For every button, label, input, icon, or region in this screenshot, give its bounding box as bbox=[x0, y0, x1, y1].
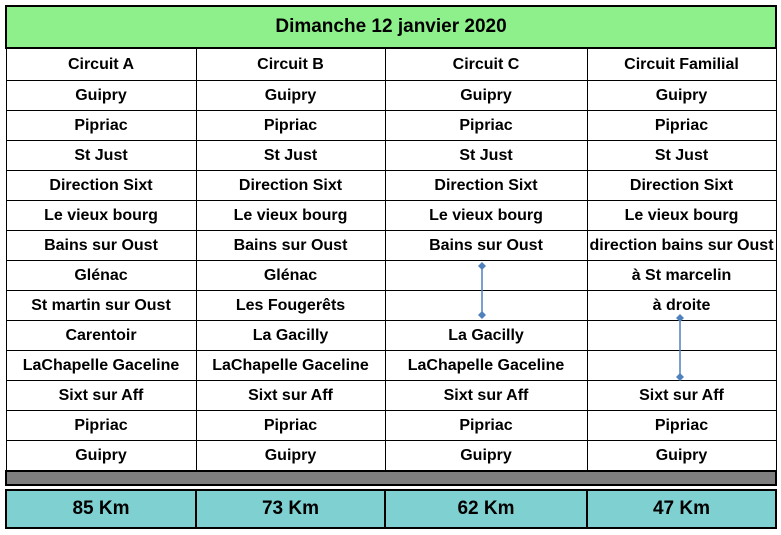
route-cell: Direction Sixt bbox=[587, 171, 776, 201]
route-cell: Pipriac bbox=[196, 111, 385, 141]
circuit-table bbox=[5, 5, 777, 529]
route-cell: Bains sur Oust bbox=[6, 231, 196, 261]
route-row bbox=[6, 201, 776, 231]
distance-row bbox=[6, 490, 776, 528]
route-cell: Sixt sur Aff bbox=[6, 381, 196, 411]
route-cell: Bains sur Oust bbox=[385, 231, 587, 261]
route-cell: St Just bbox=[6, 141, 196, 171]
route-cell: Pipriac bbox=[6, 411, 196, 441]
route-row bbox=[6, 141, 776, 171]
column-header: Circuit Familial bbox=[587, 48, 776, 81]
route-cell: Sixt sur Aff bbox=[587, 381, 776, 411]
route-cell: Guipry bbox=[587, 81, 776, 111]
distance-cell: 47 Km bbox=[587, 490, 776, 528]
page-title: Dimanche 12 janvier 2020 bbox=[6, 6, 776, 48]
route-row bbox=[6, 81, 776, 111]
route-cell: LaChapelle Gaceline bbox=[6, 351, 196, 381]
title-row bbox=[6, 6, 776, 48]
route-row bbox=[6, 351, 776, 381]
route-cell: Pipriac bbox=[196, 411, 385, 441]
route-cell: St Just bbox=[385, 141, 587, 171]
route-cell: Guipry bbox=[6, 441, 196, 472]
route-cell: Bains sur Oust bbox=[196, 231, 385, 261]
route-cell: Le vieux bourg bbox=[196, 201, 385, 231]
route-cell: Le vieux bourg bbox=[385, 201, 587, 231]
route-cell: Guipry bbox=[587, 441, 776, 472]
route-cell: Glénac bbox=[6, 261, 196, 291]
route-row bbox=[6, 261, 776, 291]
route-cell: Le vieux bourg bbox=[6, 201, 196, 231]
route-cell: Guipry bbox=[196, 81, 385, 111]
route-cell: Guipry bbox=[196, 441, 385, 472]
route-cell bbox=[587, 351, 776, 381]
route-cell bbox=[385, 291, 587, 321]
route-cell: Glénac bbox=[196, 261, 385, 291]
separator-row bbox=[6, 471, 776, 485]
route-cell: St Just bbox=[196, 141, 385, 171]
route-cell: Direction Sixt bbox=[6, 171, 196, 201]
route-cell: Direction Sixt bbox=[385, 171, 587, 201]
route-cell: Direction Sixt bbox=[196, 171, 385, 201]
route-row bbox=[6, 291, 776, 321]
distance-cell: 73 Km bbox=[196, 490, 385, 528]
route-cell: St Just bbox=[587, 141, 776, 171]
route-cell: Le vieux bourg bbox=[587, 201, 776, 231]
route-row bbox=[6, 231, 776, 261]
route-row bbox=[6, 411, 776, 441]
route-cell: Pipriac bbox=[587, 411, 776, 441]
route-row bbox=[6, 171, 776, 201]
route-cell: Les Fougerêts bbox=[196, 291, 385, 321]
route-cell: Carentoir bbox=[6, 321, 196, 351]
route-row bbox=[6, 321, 776, 351]
route-cell: Sixt sur Aff bbox=[196, 381, 385, 411]
route-cell: LaChapelle Gaceline bbox=[385, 351, 587, 381]
route-cell: Sixt sur Aff bbox=[385, 381, 587, 411]
route-cell: LaChapelle Gaceline bbox=[196, 351, 385, 381]
route-row bbox=[6, 441, 776, 472]
route-cell: Guipry bbox=[385, 441, 587, 472]
route-cell: Pipriac bbox=[587, 111, 776, 141]
distance-cell: 85 Km bbox=[6, 490, 196, 528]
route-cell: à St marcelin bbox=[587, 261, 776, 291]
route-cell: Pipriac bbox=[385, 411, 587, 441]
route-cell: La Gacilly bbox=[196, 321, 385, 351]
route-rows bbox=[6, 81, 776, 472]
route-cell: direction bains sur Oust bbox=[587, 231, 776, 261]
header-row bbox=[6, 48, 776, 81]
column-header: Circuit B bbox=[196, 48, 385, 81]
route-cell: Guipry bbox=[385, 81, 587, 111]
route-row bbox=[6, 111, 776, 141]
route-cell bbox=[385, 261, 587, 291]
distance-cell: 62 Km bbox=[385, 490, 587, 528]
route-cell: à droite bbox=[587, 291, 776, 321]
route-cell: Pipriac bbox=[6, 111, 196, 141]
route-cell: La Gacilly bbox=[385, 321, 587, 351]
route-cell bbox=[587, 321, 776, 351]
separator-bar bbox=[6, 471, 776, 485]
column-header: Circuit C bbox=[385, 48, 587, 81]
column-header: Circuit A bbox=[6, 48, 196, 81]
route-sheet bbox=[5, 5, 775, 529]
route-cell: Guipry bbox=[6, 81, 196, 111]
route-cell: St martin sur Oust bbox=[6, 291, 196, 321]
route-cell: Pipriac bbox=[385, 111, 587, 141]
route-row bbox=[6, 381, 776, 411]
